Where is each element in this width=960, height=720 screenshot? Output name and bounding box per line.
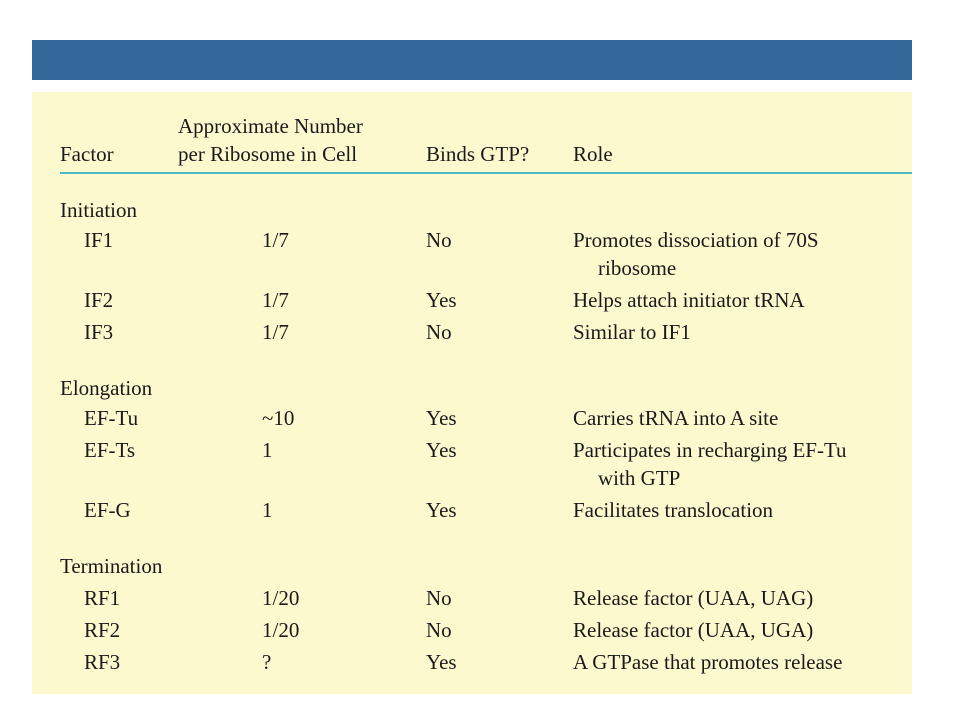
row-eftu-number: ~10 [262, 406, 295, 430]
row-efts-role: Participates in recharging EF-Tu [573, 438, 847, 462]
row-efts-role-cont: with GTP [598, 466, 681, 490]
row-rf2-factor: RF2 [84, 618, 121, 642]
row-if1-gtp: No [426, 228, 452, 252]
header-role: Role [573, 142, 613, 166]
row-if3-role: Similar to IF1 [573, 320, 691, 344]
row-rf3-factor: RF3 [84, 650, 121, 674]
section-initiation: Initiation [60, 198, 137, 222]
row-rf1-role: Release factor (UAA, UAG) [573, 586, 814, 610]
section-termination: Termination [60, 554, 163, 578]
row-if1-factor: IF1 [84, 228, 114, 252]
header-factor: Factor [60, 142, 114, 166]
row-rf3-gtp: Yes [426, 650, 457, 674]
row-rf2-gtp: No [426, 618, 452, 642]
row-if1-role-cont: ribosome [598, 256, 677, 280]
row-if3-factor: IF3 [84, 320, 114, 344]
row-rf2-role: Release factor (UAA, UGA) [573, 618, 814, 642]
row-efg-factor: EF-G [84, 498, 131, 522]
row-rf3-number: ? [262, 650, 272, 674]
header-binds-gtp: Binds GTP? [426, 142, 530, 166]
row-efg-role: Facilitates translocation [573, 498, 774, 522]
title-bar [32, 40, 912, 80]
row-efts-gtp: Yes [426, 438, 457, 462]
row-if3-number: 1/7 [262, 320, 289, 344]
header-number-line1: Approximate Number [178, 114, 363, 138]
translation-factors-table [32, 92, 912, 694]
row-if3-gtp: No [426, 320, 452, 344]
row-rf1-gtp: No [426, 586, 452, 610]
row-efts-factor: EF-Ts [84, 438, 136, 462]
row-rf2-number: 1/20 [262, 618, 300, 642]
row-eftu-gtp: Yes [426, 406, 457, 430]
row-if1-number: 1/7 [262, 228, 289, 252]
row-eftu-factor: EF-Tu [84, 406, 139, 430]
row-rf1-number: 1/20 [262, 586, 300, 610]
row-if2-gtp: Yes [426, 288, 457, 312]
header-number-line2: per Ribosome in Cell [178, 142, 358, 166]
row-rf1-factor: RF1 [84, 586, 121, 610]
row-rf3-role: A GTPase that promotes release [573, 650, 843, 674]
row-if2-factor: IF2 [84, 288, 114, 312]
row-efg-gtp: Yes [426, 498, 457, 522]
header-rule [60, 172, 912, 174]
section-elongation: Elongation [60, 376, 153, 400]
row-if1-role: Promotes dissociation of 70S [573, 228, 819, 252]
row-eftu-role: Carries tRNA into A site [573, 406, 779, 430]
row-efg-number: 1 [262, 498, 273, 522]
row-if2-role: Helps attach initiator tRNA [573, 288, 805, 312]
row-if2-number: 1/7 [262, 288, 289, 312]
row-efts-number: 1 [262, 438, 273, 462]
